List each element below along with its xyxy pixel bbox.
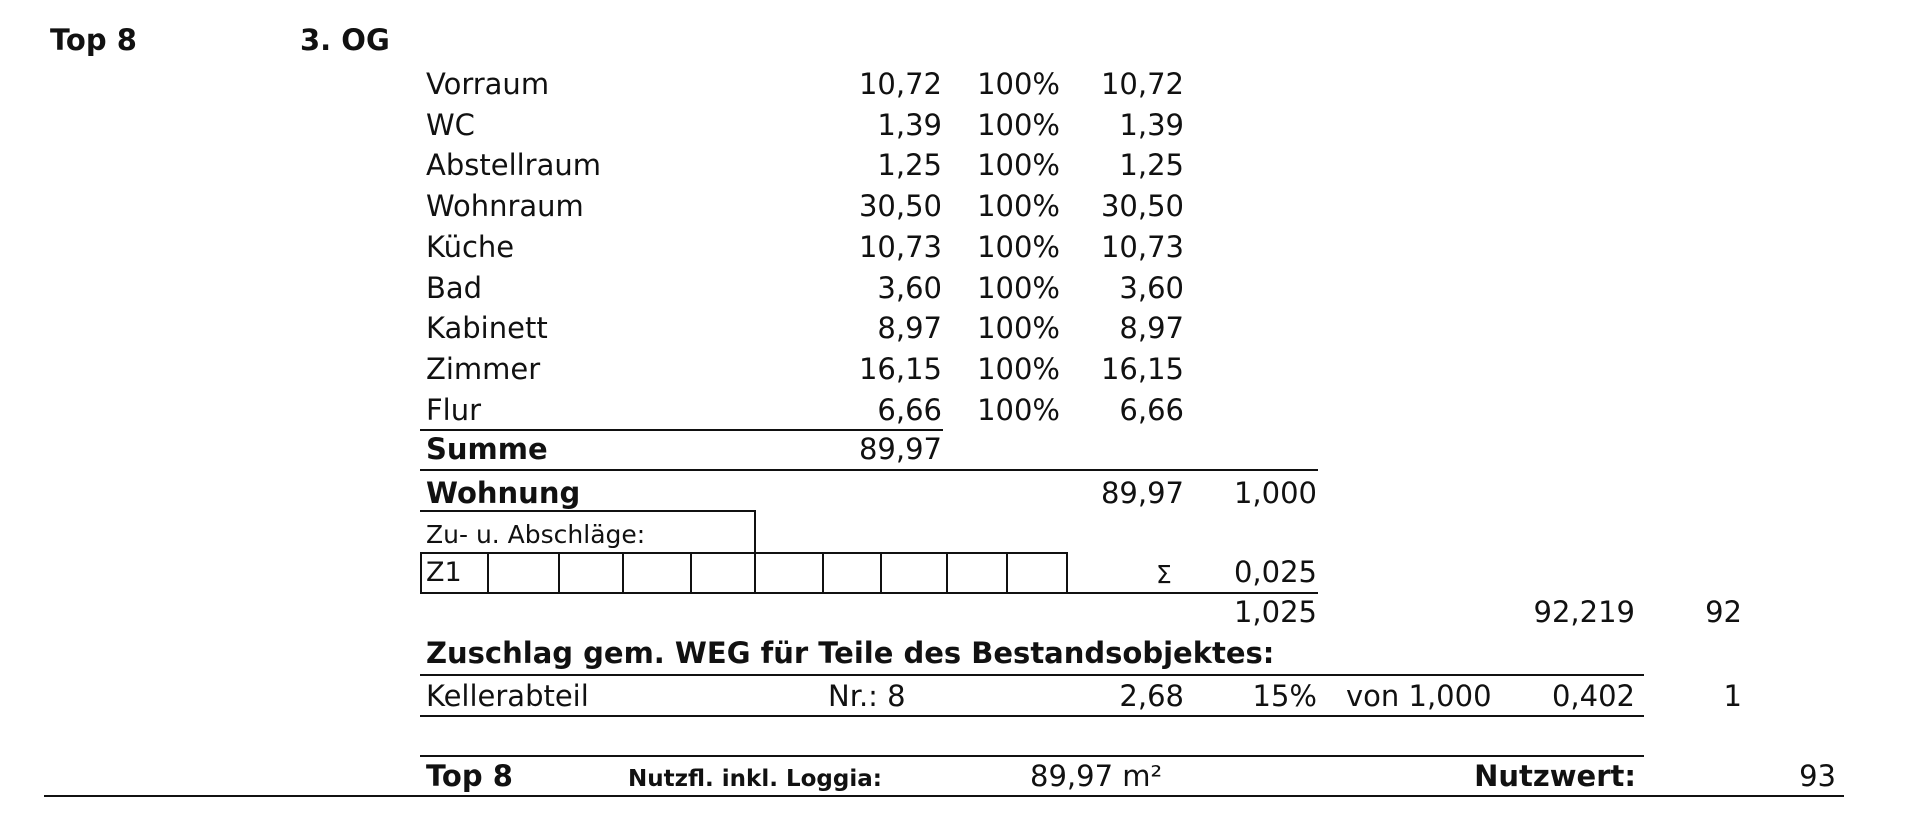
- kellerabteil-pct: 15%: [1252, 679, 1317, 713]
- room-weighted-area: 1,25: [1119, 148, 1184, 183]
- room-area: 30,50: [858, 189, 942, 224]
- kellerabteil-label: Kellerabteil: [426, 679, 589, 713]
- z1-grid-divider: [622, 552, 624, 594]
- room-percent: 100%: [977, 148, 1060, 183]
- kellerabteil-nr: Nr.: 8: [828, 679, 906, 713]
- room-name: Vorraum: [426, 67, 550, 101]
- z1-grid-divider: [1006, 552, 1008, 594]
- wohnung-factor: 1,000: [1233, 476, 1317, 510]
- z1-grid-divider: [946, 552, 948, 594]
- floor-label: 3. OG: [300, 23, 390, 57]
- room-area: 1,39: [877, 107, 942, 142]
- room-weighted-area: 16,15: [1100, 351, 1184, 386]
- room-weighted-area: 10,72: [1100, 67, 1184, 101]
- adj-box-top: [420, 510, 756, 512]
- room-weighted-area: 6,66: [1119, 392, 1184, 427]
- unit-label: Top 8: [50, 23, 137, 57]
- room-area: 10,72: [858, 67, 942, 101]
- room-area: 8,97: [877, 311, 942, 346]
- room-name: WC: [426, 107, 475, 142]
- room-name: Zimmer: [426, 351, 541, 386]
- nutzflaeche-value: 89,97 m²: [1030, 759, 1163, 793]
- total-factor: 1,025: [1233, 595, 1317, 629]
- z1-grid-bottom: [420, 592, 1068, 594]
- room-percent: 100%: [977, 270, 1060, 305]
- room-name: Kabinett: [426, 311, 548, 346]
- room-weighted-area: 3,60: [1119, 270, 1184, 305]
- room-name: Wohnraum: [426, 189, 584, 224]
- z1-grid-divider: [487, 552, 489, 594]
- room-name: Bad: [426, 270, 483, 305]
- room-name: Flur: [426, 392, 482, 427]
- room-area: 10,73: [858, 229, 942, 264]
- nutzwert-value: 93: [1799, 759, 1836, 793]
- result-rounded: 92: [1705, 595, 1742, 629]
- adjustments-label: Zu- u. Abschläge:: [426, 520, 646, 549]
- room-weighted-area: 8,97: [1119, 311, 1184, 346]
- z1-label: Z1: [426, 557, 462, 588]
- room-weighted-area: 10,73: [1100, 229, 1184, 264]
- nutzflaeche-label: Nutzfl. inkl. Loggia:: [628, 766, 882, 792]
- wohnung-value: 89,97: [1100, 476, 1184, 510]
- z1-grid-divider: [822, 552, 824, 594]
- kellerabteil-von: von 1,000: [1346, 679, 1492, 713]
- wohnung-top-rule: [420, 469, 1318, 471]
- room-percent: 100%: [977, 229, 1060, 264]
- z1-grid-divider: [1066, 552, 1068, 594]
- room-weighted-area: 30,50: [1100, 189, 1184, 224]
- footer-unit-label: Top 8: [426, 759, 513, 793]
- room-weighted-area: 1,39: [1119, 107, 1184, 142]
- kellerabteil-rounded: 1: [1723, 679, 1742, 713]
- zuschlag-heading: Zuschlag gem. WEG für Teile des Bestandsobjektes:: [426, 636, 1275, 670]
- room-area: 6,66: [877, 392, 942, 427]
- result-value: 92,219: [1533, 595, 1635, 629]
- room-name: Küche: [426, 229, 515, 264]
- z1-grid-divider: [420, 552, 422, 594]
- z1-grid-top: [420, 552, 1068, 554]
- room-percent: 100%: [977, 67, 1060, 101]
- kellerabteil-bottom-rule: [420, 715, 1644, 717]
- sigma-value: 0,025: [1233, 555, 1317, 589]
- room-area: 16,15: [858, 351, 942, 386]
- z1-grid-divider: [690, 552, 692, 594]
- summe-value: 89,97: [858, 432, 942, 466]
- adj-box-right: [754, 510, 756, 554]
- sigma-symbol: Σ: [1156, 560, 1172, 589]
- summe-label: Summe: [426, 432, 548, 466]
- nutzwert-label: Nutzwert:: [1474, 759, 1636, 793]
- z1-grid-divider: [754, 552, 756, 594]
- kellerabteil-area: 2,68: [1119, 679, 1184, 713]
- room-area: 3,60: [877, 270, 942, 305]
- room-percent: 100%: [977, 311, 1060, 346]
- z1-grid-divider: [558, 552, 560, 594]
- room-name: Abstellraum: [426, 148, 602, 183]
- room-percent: 100%: [977, 351, 1060, 386]
- kellerabteil-value: 0,402: [1551, 679, 1635, 713]
- page-bottom-rule: [44, 795, 1844, 797]
- room-percent: 100%: [977, 392, 1060, 427]
- room-percent: 100%: [977, 107, 1060, 142]
- z1-grid-divider: [880, 552, 882, 594]
- room-percent: 100%: [977, 189, 1060, 224]
- room-area: 1,25: [877, 148, 942, 183]
- wohnung-label: Wohnung: [426, 476, 581, 510]
